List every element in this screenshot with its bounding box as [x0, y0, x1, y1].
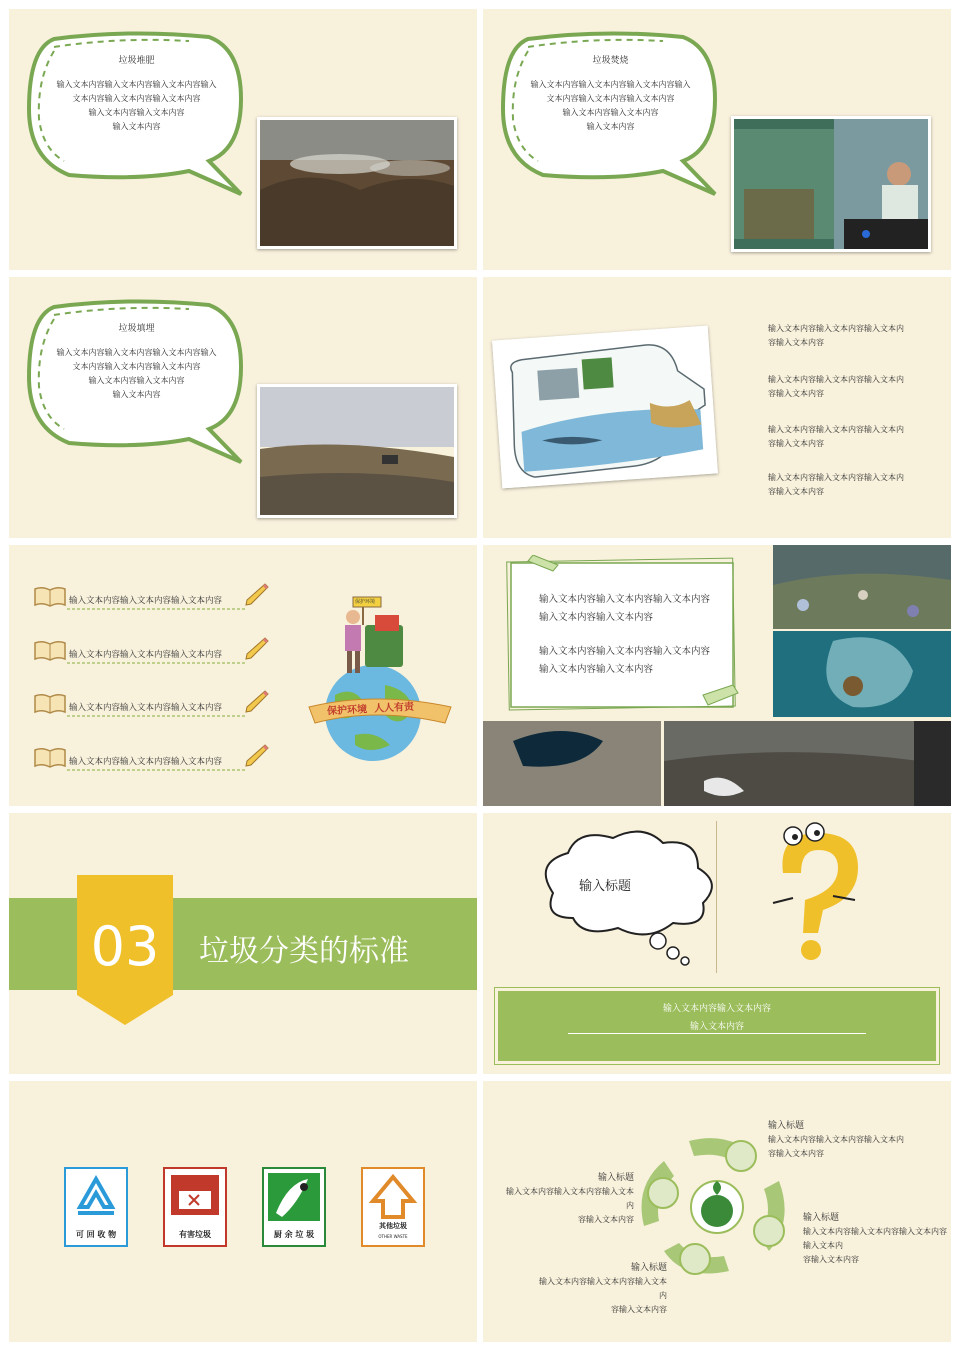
section-number: 03 [90, 915, 160, 978]
bubble-title: 垃圾堆肥 [118, 56, 155, 66]
item-title: 输入标题 [768, 1121, 805, 1131]
text-line: 容输入文本内容 [768, 487, 824, 496]
bubble-line: 输入文本内容 [586, 122, 635, 131]
bubble-text [49, 346, 224, 402]
pencil-icon [243, 581, 269, 611]
item-line: 容输入文本内容 [768, 1149, 824, 1158]
item-title: 输入标题 [597, 1173, 634, 1183]
item-line: 容输入文本内容 [578, 1215, 634, 1224]
slide-4-bottle-text [483, 277, 951, 538]
kitchen-waste-sign [262, 1167, 326, 1247]
note-line: 输入文本内容输入文本内容 [539, 612, 654, 623]
bubble-line: 输入文本内容输入文本内容 [88, 376, 185, 385]
cloud-title: 输入标题 [579, 879, 632, 894]
sign-label: 厨 余 垃 圾 [273, 1230, 315, 1239]
sketch-frame [503, 555, 753, 725]
question-mark-icon [763, 818, 873, 968]
item-line: 容输入文本内容 [611, 1305, 667, 1314]
banner-label: 保护环境 人人有责 [326, 701, 415, 718]
bubble-text [49, 78, 224, 134]
text-line: 容输入文本内容 [768, 338, 824, 347]
pencil-icon [243, 688, 269, 718]
thought-cloud [533, 823, 733, 973]
text-item [768, 322, 904, 350]
note-text [539, 643, 710, 679]
note-text [539, 591, 710, 627]
fishbone-icon [268, 1173, 320, 1221]
sign-sublabel: OTHER WASTE [378, 1234, 408, 1239]
green-text-box [495, 988, 939, 1064]
slide-1-compost [9, 9, 477, 270]
cycle-item [533, 1261, 667, 1317]
text-line: 输入文本内容输入文本内容输入文本内 [768, 473, 904, 482]
bubble-title: 垃圾焚烧 [592, 56, 629, 66]
oil-spill-photo [483, 721, 661, 806]
cycle-item [500, 1171, 634, 1227]
crab-bag-photo [773, 631, 951, 717]
bubble-line: 输入文本内容 [112, 122, 161, 131]
dotted-underline [67, 607, 247, 611]
book-icon [33, 746, 67, 772]
bubble-line: 输入文本内容输入文本内容输入文本内容输入 [56, 348, 217, 357]
note-line: 输入文本内容输入文本内容 [539, 664, 654, 675]
text-line: 容输入文本内容 [768, 439, 824, 448]
pencil-icon [243, 635, 269, 665]
item-line: 输入文本内容输入文本内容输入文本内 [768, 1135, 904, 1144]
bubble-line: 文本内容输入文本内容输入文本内容 [72, 362, 201, 371]
slide-2-incineration [483, 9, 951, 270]
landfill-photo [257, 384, 457, 518]
text-line: 输入文本内容输入文本内容输入文本内 [768, 324, 904, 333]
slide-5-protect-environment [9, 545, 477, 806]
pencil-icon [243, 742, 269, 772]
compost-photo [257, 117, 457, 249]
text-line: 输入文本内容输入文本内容输入文本内 [768, 425, 904, 434]
sign-label: 保护环境 [355, 599, 376, 605]
bubble-line: 输入文本内容输入文本内容输入文本内容输入 [530, 80, 691, 89]
row-text: 输入文本内容输入文本内容输入文本内容 [69, 596, 223, 606]
row-text: 输入文本内容输入文本内容输入文本内容 [69, 757, 223, 767]
section-title: 垃圾分类的标准 [199, 934, 409, 969]
incineration-photo [731, 116, 931, 252]
bubble-line: 输入文本内容 [112, 390, 161, 399]
text-item [768, 373, 904, 401]
text-line: 输入文本内容输入文本内容输入文本内 [768, 375, 904, 384]
beach-trash-photo [773, 545, 951, 629]
book-icon [33, 639, 67, 665]
dotted-underline [67, 661, 247, 665]
other-waste-sign [361, 1167, 425, 1247]
row-text: 输入文本内容输入文本内容输入文本内容 [69, 650, 223, 660]
item-line: 输入文本内容输入文本内容输入文本内 [539, 1277, 667, 1300]
item-line: 容输入文本内容 [803, 1255, 859, 1264]
garbage-pile-photo [664, 721, 951, 806]
row-text: 输入文本内容输入文本内容输入文本内容 [69, 703, 223, 713]
note-line: 输入文本内容输入文本内容输入文本内容 [539, 646, 711, 657]
dotted-underline [67, 768, 247, 772]
hazardous-sign [163, 1167, 227, 1247]
item-title: 输入标题 [630, 1263, 667, 1273]
item-title: 输入标题 [803, 1213, 840, 1223]
sign-label: 可 回 收 物 [75, 1230, 117, 1239]
cycle-item [768, 1119, 904, 1161]
recycle-icon [66, 1171, 126, 1227]
bubble-line: 输入文本内容输入文本内容 [562, 108, 659, 117]
vertical-divider [716, 821, 717, 973]
book-icon [33, 692, 67, 718]
arrow-up-icon [363, 1173, 423, 1221]
hazard-icon [171, 1175, 219, 1215]
slide-6-pollution-photos [483, 545, 951, 806]
note-line: 输入文本内容输入文本内容输入文本内容 [539, 594, 711, 605]
book-icon [33, 585, 67, 611]
bubble-line: 文本内容输入文本内容输入文本内容 [72, 94, 201, 103]
item-line: 输入文本内容输入文本内容输入文本内容输入文本内 [803, 1227, 947, 1250]
text-item [768, 423, 904, 451]
bubble-title: 垃圾填埋 [118, 324, 155, 334]
recyclable-sign [64, 1167, 128, 1247]
text-item [768, 471, 904, 499]
sign-label: 其他垃圾 [379, 1222, 407, 1230]
slide-9-waste-signs [9, 1081, 477, 1342]
slide-10-cycle-diagram [483, 1081, 951, 1342]
sign-label: 有害垃圾 [179, 1230, 211, 1239]
bubble-text [523, 78, 698, 134]
slide-8-question [483, 813, 951, 1074]
box-line: 输入文本内容 [689, 1022, 744, 1032]
slide-7-section-title [9, 813, 477, 1074]
item-line: 输入文本内容输入文本内容输入文本内 [506, 1187, 634, 1210]
globe-illustration [305, 595, 455, 765]
text-line: 容输入文本内容 [768, 389, 824, 398]
box-line: 输入文本内容输入文本内容 [662, 1004, 771, 1014]
bubble-line: 输入文本内容输入文本内容输入文本内容输入 [56, 80, 217, 89]
ocean-bottle-illustration [492, 326, 718, 489]
bubble-line: 文本内容输入文本内容输入文本内容 [546, 94, 675, 103]
box-underline [568, 1033, 866, 1034]
cycle-item [803, 1211, 951, 1267]
dotted-underline [67, 714, 247, 718]
slide-3-landfill [9, 277, 477, 538]
bubble-line: 输入文本内容输入文本内容 [88, 108, 185, 117]
